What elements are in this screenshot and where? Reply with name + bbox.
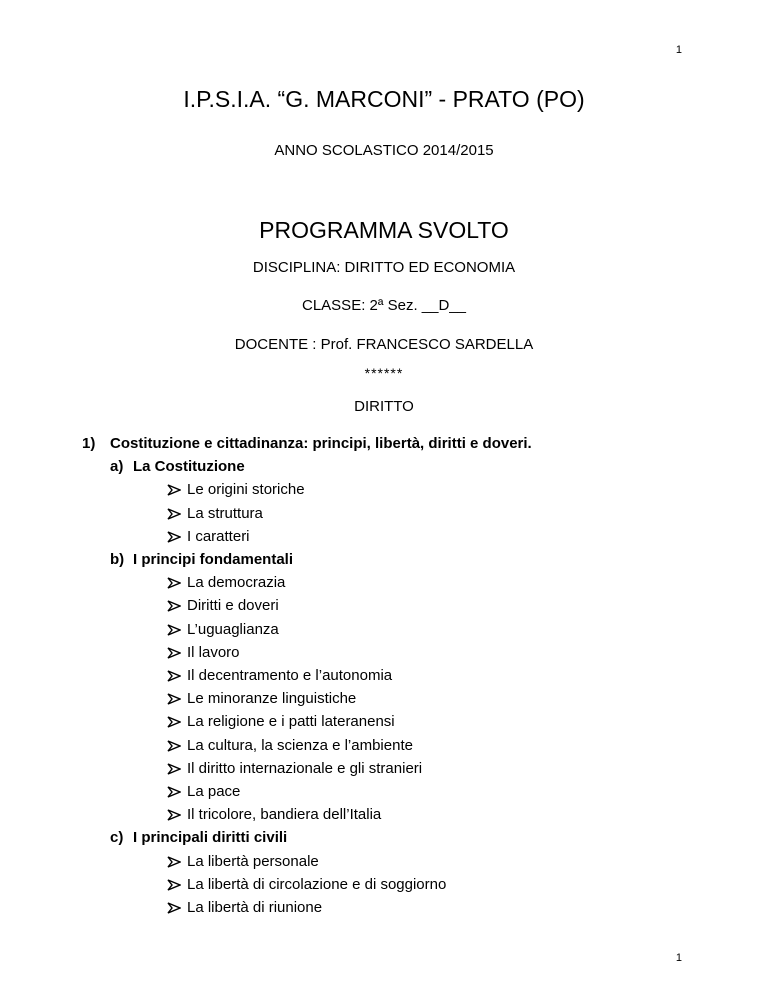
- list-item: [167, 687, 532, 710]
- list-item: [167, 896, 532, 919]
- list-item: [167, 664, 532, 687]
- program-outline: [82, 432, 532, 919]
- section-number: 1): [82, 435, 96, 452]
- arrow-bullet-icon: [167, 716, 181, 728]
- section-title: Costituzione e cittadinanza: principi, libertà, diritti e doveri.: [110, 435, 532, 452]
- arrow-bullet-icon: [167, 902, 187, 914]
- list-item-text: La pace: [187, 783, 241, 801]
- class-line: CLASSE: 2ª Sez. __D__: [302, 297, 466, 314]
- subsection-title: I principi fondamentali: [133, 551, 294, 569]
- arrow-bullet-icon: [167, 484, 181, 496]
- arrow-bullet-icon: [167, 763, 187, 775]
- arrow-bullet-icon: [167, 531, 181, 543]
- list-item-text: Il diritto internazionale e gli stranieri: [187, 759, 423, 777]
- arrow-bullet-icon: [167, 693, 187, 705]
- arrow-bullet-icon: [167, 577, 187, 589]
- arrow-bullet-icon: [167, 902, 181, 914]
- list-item-text: I caratteri: [187, 527, 250, 545]
- arrow-bullet-icon: [167, 531, 187, 543]
- list-item-text: Le origini storiche: [187, 481, 305, 499]
- list-item-text: L’uguaglianza: [187, 620, 279, 638]
- arrow-bullet-icon: [167, 693, 181, 705]
- subsection-title: I principali diritti civili: [133, 829, 288, 847]
- page-number-bottom: 1: [675, 952, 682, 964]
- arrow-bullet-icon: [167, 856, 187, 868]
- list-item: [167, 873, 532, 896]
- list-item: [167, 850, 532, 873]
- arrow-bullet-icon: [167, 879, 187, 891]
- list-item-text: La libertà di riunione: [187, 899, 323, 917]
- arrow-bullet-icon: [167, 809, 187, 821]
- list-item-text: Il lavoro: [187, 643, 240, 661]
- list-item-text: La struttura: [187, 504, 263, 522]
- list-item-text: La cultura, la scienza e l’ambiente: [187, 736, 413, 754]
- list-item: [167, 734, 532, 757]
- list-item-text: La democrazia: [187, 574, 286, 592]
- list-item: [167, 641, 532, 664]
- discipline-line: DISCIPLINA: DIRITTO ED ECONOMIA: [252, 259, 516, 276]
- separator-stars: ******: [364, 365, 404, 381]
- arrow-bullet-icon: [167, 856, 181, 868]
- school-year: ANNO SCOLASTICO 2014/2015: [274, 142, 494, 159]
- arrow-bullet-icon: [167, 577, 181, 589]
- subsection-letter: a): [110, 458, 124, 476]
- subject-heading: DIRITTO: [354, 398, 414, 415]
- arrow-bullet-icon: [167, 647, 181, 659]
- arrow-bullet-icon: [167, 624, 187, 636]
- program-title: PROGRAMMA SVOLTO: [259, 217, 509, 243]
- list-item: [167, 780, 532, 803]
- subsection-title: La Costituzione: [133, 458, 245, 476]
- list-item: [167, 594, 532, 617]
- arrow-bullet-icon: [167, 740, 181, 752]
- arrow-bullet-icon: [167, 508, 181, 520]
- list-item-text: La religione e i patti lateranensi: [187, 713, 395, 731]
- list-item-text: Diritti e doveri: [187, 597, 279, 615]
- arrow-bullet-icon: [167, 508, 187, 520]
- list-item-text: Le minoranze linguistiche: [187, 690, 357, 708]
- arrow-bullet-icon: [167, 624, 181, 636]
- list-item: [167, 618, 532, 641]
- list-item: [167, 525, 532, 548]
- list-item: [167, 757, 532, 780]
- arrow-bullet-icon: [167, 670, 181, 682]
- arrow-bullet-icon: [167, 786, 187, 798]
- list-item: [167, 478, 532, 501]
- list-item: [167, 710, 532, 733]
- arrow-bullet-icon: [167, 647, 187, 659]
- arrow-bullet-icon: [167, 879, 181, 891]
- arrow-bullet-icon: [167, 786, 181, 798]
- subsection-heading: [110, 455, 532, 478]
- arrow-bullet-icon: [167, 763, 181, 775]
- subsection-heading: [110, 826, 532, 849]
- page-number-top: 1: [675, 44, 682, 56]
- teacher-line: DOCENTE : Prof. FRANCESCO SARDELLA: [234, 336, 534, 353]
- arrow-bullet-icon: [167, 600, 181, 612]
- list-item: [167, 502, 532, 525]
- arrow-bullet-icon: [167, 600, 187, 612]
- arrow-bullet-icon: [167, 716, 187, 728]
- subsection-letter: b): [110, 551, 125, 569]
- list-item: [167, 803, 532, 826]
- subsection-heading: [110, 548, 532, 571]
- arrow-bullet-icon: [167, 484, 187, 496]
- school-title: I.P.S.I.A. “G. MARCONI” - PRATO (PO): [183, 86, 585, 112]
- section-heading: [82, 432, 532, 455]
- list-item-text: La libertà personale: [187, 852, 319, 870]
- list-item-text: La libertà di circolazione e di soggiorno: [187, 875, 447, 893]
- arrow-bullet-icon: [167, 740, 187, 752]
- list-item-text: Il decentramento e l’autonomia: [187, 667, 393, 685]
- subsection-letter: c): [110, 829, 124, 847]
- arrow-bullet-icon: [167, 670, 187, 682]
- list-item: [167, 571, 532, 594]
- arrow-bullet-icon: [167, 809, 181, 821]
- list-item-text: Il tricolore, bandiera dell’Italia: [187, 806, 382, 824]
